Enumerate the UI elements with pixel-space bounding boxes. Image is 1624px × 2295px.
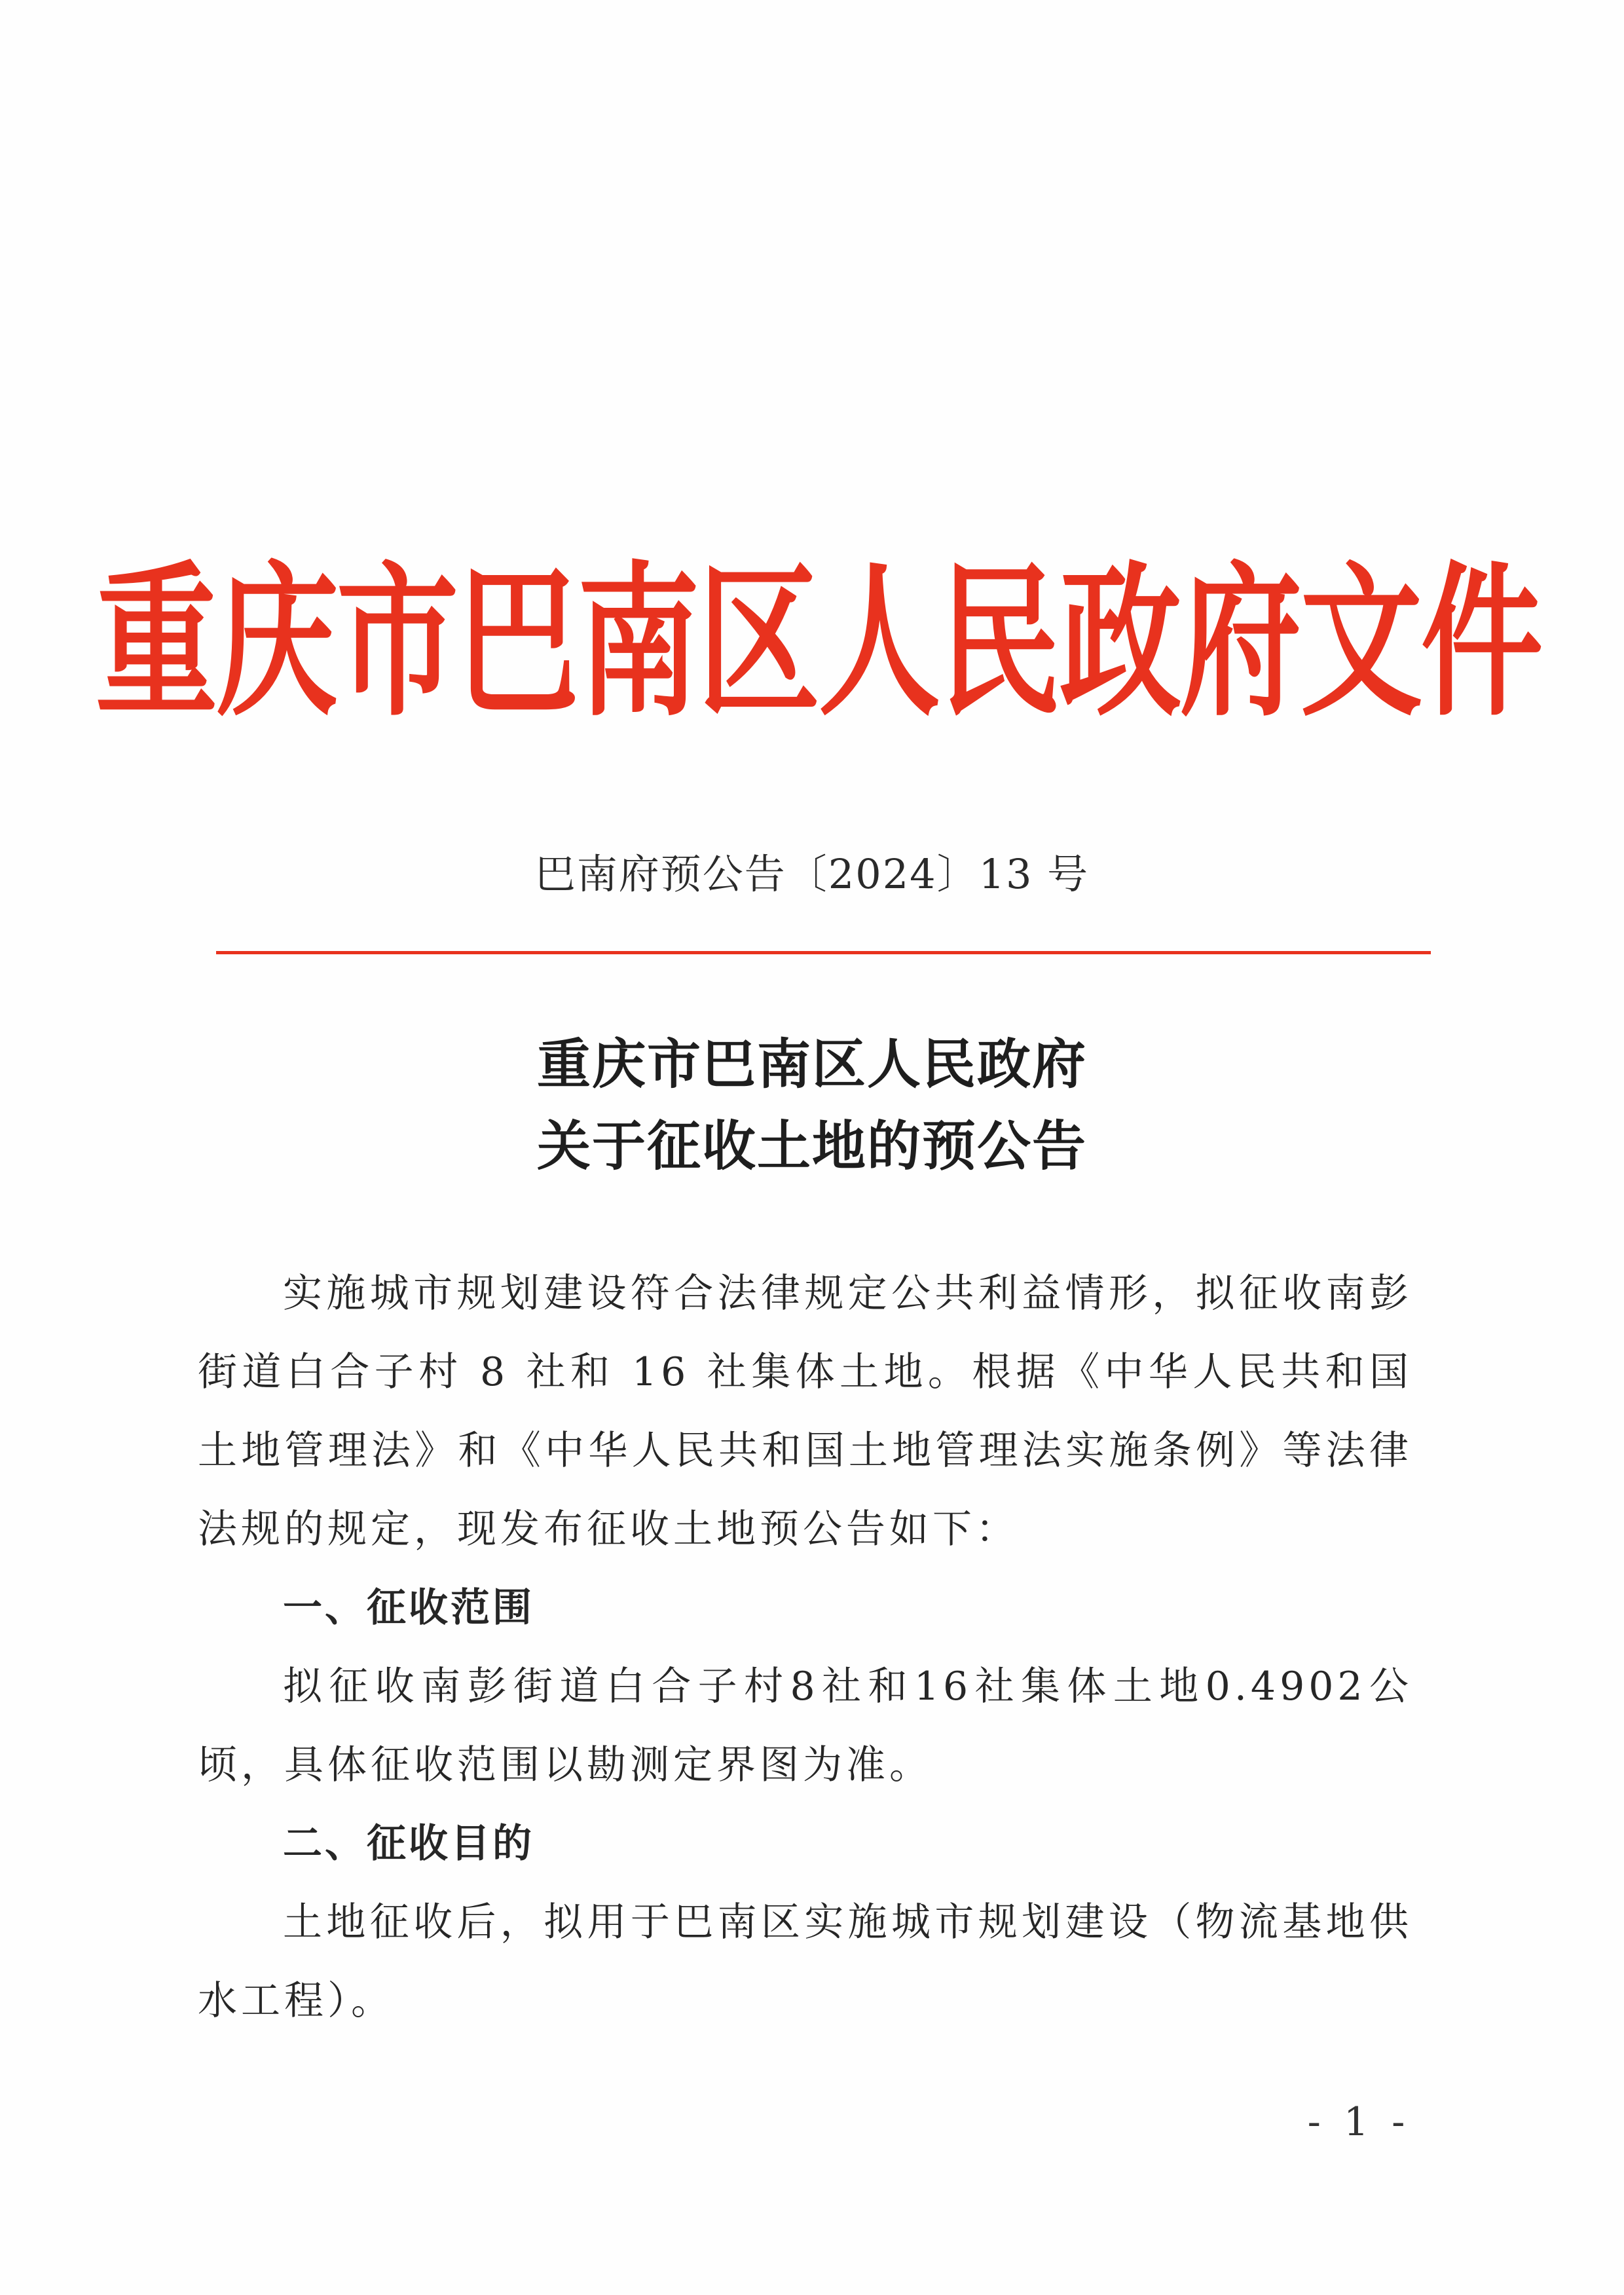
intro-paragraph: 实施城市规划建设符合法律规定公共利益情形，拟征收南彭街道白合子村 8 社和 16 社集体土地。根据《中华人民共和国土地管理法》和《中华人民共和国土地管理法实施条例》等法律法规的规定，现发布征收土地预公告如下：	[198, 1271, 1412, 1552]
document-body	[198, 1254, 1412, 2040]
section1-heading: 一、征收范围	[283, 1585, 534, 1631]
document-number: 巴南府预公告〔2024〕13 号	[534, 850, 1090, 898]
section2-heading: 二、征收目的	[283, 1821, 534, 1867]
page-number: - 1 -	[1307, 2099, 1411, 2145]
document-title-line1: 重庆市巴南区人民政府	[536, 1033, 1087, 1096]
section1-paragraph: 拟征收南彭街道白合子村8社和16社集体土地0.4902公顷，具体征收范围以勘测定界图为准。	[198, 1664, 1412, 1788]
section2-paragraph: 土地征收后，拟用于巴南区实施城市规划建设（物流基地供水工程）。	[198, 1899, 1412, 2024]
document-masthead: 重庆市巴南区人民政府文件	[96, 544, 1542, 738]
red-separator-line	[216, 951, 1431, 954]
document-title-line2: 关于征收土地的预公告	[536, 1115, 1087, 1178]
